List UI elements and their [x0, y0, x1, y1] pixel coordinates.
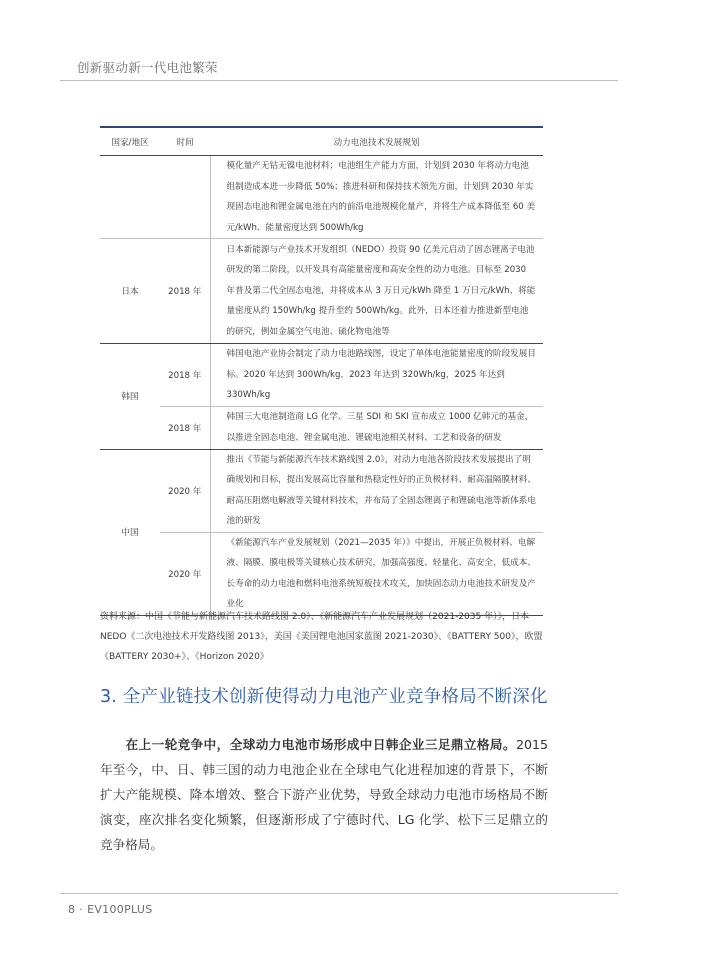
- table-row: [100, 239, 543, 344]
- country-cell: 中国: [100, 449, 160, 615]
- year-cell: 2020 年: [160, 532, 210, 615]
- footer-divider: [60, 893, 618, 894]
- table-header-row: [100, 127, 543, 156]
- table-row: [100, 344, 543, 407]
- lead-sentence: 在上一轮竞争中，全球动力电池市场形成中日韩企业三足鼎立格局。: [125, 737, 516, 752]
- country-cell: 韩国: [100, 344, 160, 450]
- plan-cell: 韩国三大电池制造商 LG 化学、三星 SDI 和 SKI 宣布成立 1000 亿韩元的基金，以推进全固态电池、锂金属电池、锂硫电池相关材料、工艺和设备的研发: [210, 406, 543, 449]
- plan-cell: 模化量产无钴无镍电池材料；电池组生产能力方面，计划到 2030 年将动力电池组制造成本进一步降低 50%；推进科研和保持技术领先方面，计划到 2030 年实现固态电池和锂金属电池在内的前沿电池规模化量产，并将生产成本降低至 60 美元/kWh、能量密度达到 500Wh/kg: [210, 156, 543, 239]
- plan-cell: 日本新能源与产业技术开发组织（NEDO）投资 90 亿美元启动了固态锂离子电池研发的第二阶段，以开发具有高能量密度和高安全性的动力电池。目标至 2030 年普及第二代全固态电池，并将成本从 3 万日元/kWh 降至 1 万日元/kWh、将能量密度从约 150Wh/kg 提升至约 500Wh/kg。此外，日本还着力推进新型电池的研究，例如金属空气电池、硫化物电池等: [210, 239, 543, 344]
- page-number: 8: [68, 903, 76, 916]
- source-note: 资料来源：中国《节能与新能源汽车技术路线图 2.0》、《新能源汽车产业发展规划（2021-2035 年）》，日本 NEDO《二次电池技术开发路线图 2013》，美国《美国锂电池国家蓝图 2021-2030》、《BATTERY 500》，欧盟《BATTERY 2030+》、《Horizon 2020》: [100, 612, 543, 662]
- year-cell: [160, 156, 210, 239]
- plan-cell: 推出《节能与新能源汽车技术路线图 2.0》，对动力电池各阶段技术发展提出了明确规划和目标，提出发展高比容量和热稳定性好的正负极材料、耐高温隔膜材料、耐高压阻燃电解液等关键材料技术，并布局了全固态锂离子和锂硫电池等新体系电池的研发: [210, 449, 543, 532]
- year-cell: 2018 年: [160, 406, 210, 449]
- year-cell: 2018 年: [160, 344, 210, 407]
- footer-brand: EV100PLUS: [87, 903, 153, 916]
- table-row: [100, 156, 543, 239]
- year-cell: 2020 年: [160, 449, 210, 532]
- plan-cell: 韩国电池产业协会制定了动力电池路线图，设定了单体电池能量密度的阶段发展目标。2020 年达到 300Wh/kg，2023 年达到 320Wh/kg，2025 年达到 330Wh/kg: [210, 344, 543, 407]
- plan-cell: 《新能源汽车产业发展规划（2021—2035 年）》中提出，开展正负极材料、电解液、隔膜、膜电极等关键核心技术研究，加强高强度、轻量化、高安全、低成本、长寿命的动力电池和燃料电池系统短板技术攻关，加快固态动力电池技术研发及产业化: [210, 532, 543, 615]
- country-cell: 日本: [100, 239, 160, 344]
- battery-plan-table: [100, 126, 543, 616]
- table-row: [100, 406, 543, 449]
- column-header-time: 时间: [160, 127, 210, 156]
- paragraph-text: 2015 年至今，中、日、韩三国的动力电池企业在全球电气化进程加速的背景下，不断扩大产能规模、降本增效、整合下游产业优势，导致全球动力电池市场格局不断演变，座次排名变化频繁，但逐渐形成了宁德时代、LG 化学、松下三足鼎立的竞争格局。: [100, 737, 548, 852]
- running-header: 创新驱动新一代电池繁荣: [77, 60, 218, 75]
- country-cell: [100, 156, 160, 239]
- body-paragraph: [100, 732, 548, 857]
- column-header-plan: 动力电池技术发展规划: [210, 127, 543, 156]
- column-header-country: 国家/地区: [100, 127, 160, 156]
- table-row: [100, 449, 543, 532]
- page-footer: [68, 903, 153, 916]
- table-row: [100, 532, 543, 615]
- year-cell: 2018 年: [160, 239, 210, 344]
- footer-separator: ·: [79, 903, 84, 916]
- section-heading: 3. 全产业链技术创新使得动力电池产业竞争格局不断深化: [100, 687, 548, 707]
- header-divider: [60, 80, 618, 81]
